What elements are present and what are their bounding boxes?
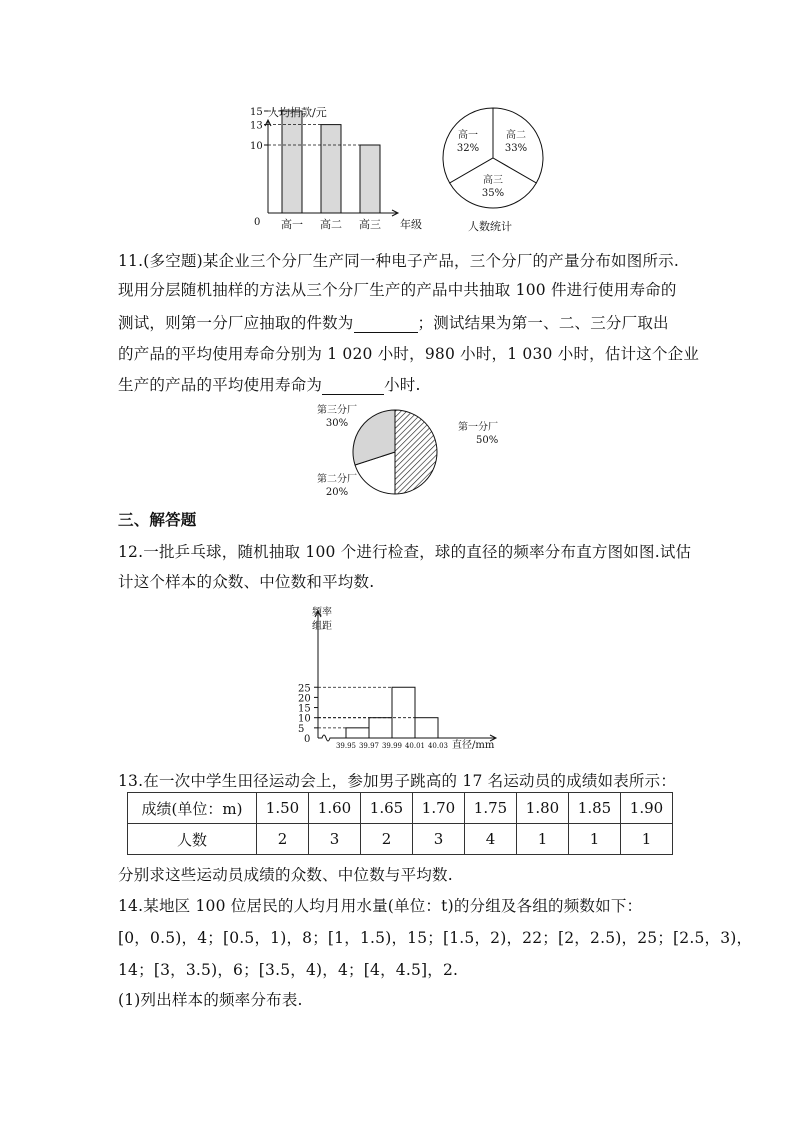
histogram-y-tick-label: 0 (304, 734, 311, 745)
histogram-y-tick-label: 5 (298, 723, 305, 735)
table-cell: 4 (465, 824, 517, 855)
table-cell: 1 (517, 824, 569, 855)
q11-line-3 (118, 311, 669, 333)
q11-line-5-before: 生产的产品的平均使用寿命为 (118, 376, 323, 394)
table-cell: 1.70 (413, 793, 465, 824)
q11-line-3-after: ；测试结果为第一、二、三分厂取出 (417, 314, 669, 332)
factory-pie-chart (305, 405, 499, 500)
factory-pie-marks (317, 403, 498, 498)
pie-chart-title: 人数统计 (468, 220, 512, 233)
q14-line-4: (1)列出样本的频率分布表. (118, 991, 303, 1009)
pie-slice-value-label: 32% (456, 143, 480, 154)
bar (321, 125, 341, 213)
histogram-x-tick-label: 40.03 (427, 742, 449, 750)
factory-pie-slice-label: 第三分厂 (317, 405, 357, 416)
table-cell: 1.60 (309, 793, 361, 824)
histogram-bar (415, 718, 438, 738)
q13-after: 分别求这些运动员成绩的众数、中位数与平均数. (118, 866, 453, 884)
histogram-axis-break (318, 735, 332, 741)
bar-chart-xlabel: 年级 (400, 218, 422, 231)
bar-chart-marks (250, 107, 398, 231)
table-cell: 1 (621, 824, 673, 855)
table-header-grade: 成绩(单位：m) (128, 793, 257, 824)
table-cell: 1.85 (569, 793, 621, 824)
histogram-ylabel-bottom: 组距 (312, 621, 332, 632)
factory-pie-value-label: 20% (325, 487, 349, 498)
factory-pie-slice-label: 第一分厂 (458, 422, 498, 433)
answer-blank-2[interactable] (322, 376, 384, 395)
diameter-histogram (290, 603, 510, 755)
histogram-bar (392, 687, 415, 738)
pie-slice-value-label: 33% (504, 143, 528, 154)
table-cell: 1.90 (621, 793, 673, 824)
histogram-bar (369, 718, 392, 738)
table-cell: 3 (309, 824, 361, 855)
histogram-x-tick-label: 40.01 (404, 742, 426, 750)
q11-line-3-before: 测试，则第一分厂应抽取的件数为 (118, 314, 354, 332)
pie-slice-value-label: 35% (481, 188, 505, 199)
histogram-y-tick-label: 15 (298, 703, 311, 715)
histogram-y-tick-label: 20 (298, 693, 311, 705)
table-cell: 2 (257, 824, 309, 855)
answer-blank-1[interactable] (354, 314, 418, 333)
table-cell: 3 (413, 824, 465, 855)
bar (282, 111, 302, 213)
factory-pie-slice-label: 第二分厂 (317, 474, 357, 485)
q11-line-2: 现用分层随机抽样的方法从三个分厂生产的产品中共抽取 100 件进行使用寿命的 (118, 281, 677, 299)
pie-slice-label: 高一 (458, 130, 478, 141)
pie-slice-label: 高三 (483, 175, 503, 186)
histogram-ylabel-top: 频率 (312, 607, 332, 618)
factory-pie-value-label: 50% (476, 435, 499, 446)
pie-chart-marks (443, 108, 543, 208)
q14-line-3: 14；[3，3.5)，6；[3.5，4)，4；[4，4.5]，2. (118, 961, 459, 979)
grades-table (127, 792, 673, 855)
q11-line-5 (118, 373, 421, 395)
table-cell: 1.65 (361, 793, 413, 824)
bar-chart-y-tick-label: 0 (254, 217, 261, 228)
q11-line-4: 的产品的平均使用寿命分别为 1 020 小时，980 小时，1 030 小时，估计这个企业 (118, 345, 700, 363)
histogram-xlabel: 直径/mm (452, 740, 495, 751)
bar-chart-y-tick-label: 10 (250, 141, 263, 152)
histogram-x-tick-label: 39.99 (381, 742, 403, 750)
q12-line-1: 12.一批乒乓球，随机抽取 100 个进行检查，球的直径的频率分布直方图如图.试估 (118, 543, 692, 561)
factory-pie-slice (395, 410, 437, 494)
bar-chart-y-tick-label: 13 (250, 120, 263, 132)
q12-line-2: 计这个样本的众数、中位数和平均数. (118, 573, 375, 591)
histogram-y-tick-label: 25 (298, 683, 311, 695)
bar-chart-category-label: 高三 (359, 218, 381, 231)
table-cell: 1 (569, 824, 621, 855)
student-count-pie-chart (438, 108, 553, 236)
bar-chart-category-label: 高二 (320, 218, 342, 231)
table-cell: 2 (361, 824, 413, 855)
bar (360, 145, 380, 213)
section-title: 三、解答题 (118, 510, 197, 529)
table-cell: 1.80 (517, 793, 569, 824)
q13-text: 13.在一次中学生田径运动会上，参加男子跳高的 17 名运动员的成绩如表所示： (118, 772, 677, 790)
table-cell: 1.75 (465, 793, 517, 824)
q14-line-1: 14.某地区 100 位居民的人均月用水量(单位：t)的分组及各组的频数如下： (118, 897, 643, 915)
bar-chart-y-tick-label: 15 (250, 107, 263, 118)
pie-slice-label: 高二 (506, 130, 526, 141)
q14-line-2: [0，0.5)，4；[0.5，1)，8；[1，1.5)，15；[1.5，2)，22；[2，2.5)，25；[2.5，3)， (118, 929, 753, 947)
table-row (128, 824, 673, 855)
donation-bar-chart (240, 100, 440, 235)
bar-chart-ylabel: 人均捐款/元 (268, 106, 327, 119)
q11-line-1: 11.(多空题)某企业三个分厂生产同一种电子产品，三个分厂的产量分布如图所示. (118, 252, 679, 270)
bar-chart-category-label: 高一 (281, 218, 303, 231)
table-row (128, 793, 673, 824)
table-cell: 1.50 (257, 793, 309, 824)
table-header-count: 人数 (128, 824, 257, 855)
histogram-bar (346, 728, 369, 738)
histogram-x-tick-label: 39.95 (335, 742, 357, 750)
histogram-x-tick-label: 39.97 (358, 742, 380, 750)
histogram-y-tick-label: 10 (298, 713, 311, 725)
factory-pie-value-label: 30% (325, 418, 349, 429)
q11-line-5-after: 小时. (384, 376, 421, 394)
